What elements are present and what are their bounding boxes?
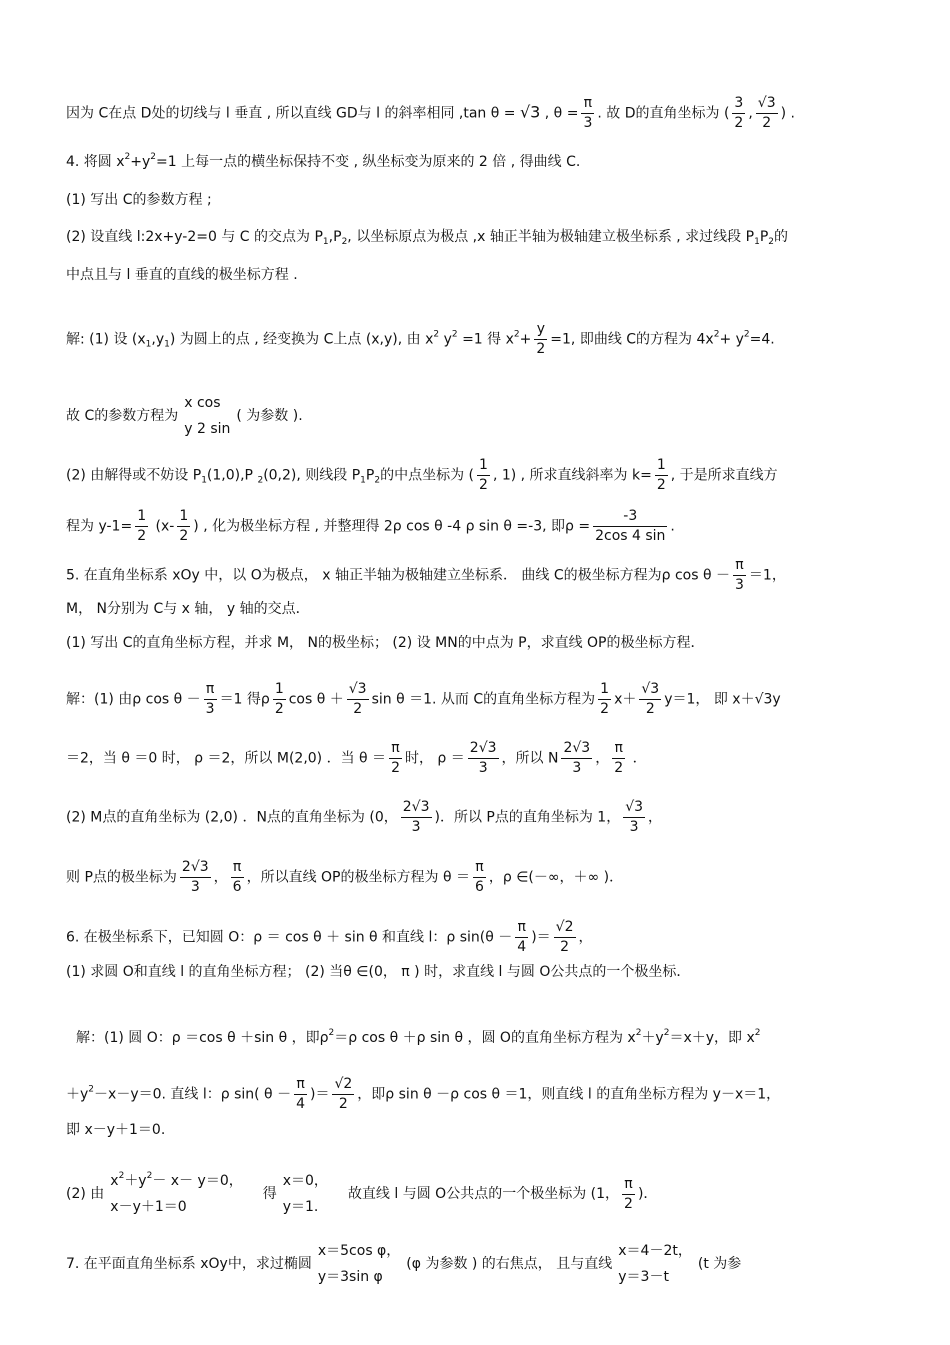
fraction: $\frac{1}{2}$ (179, 508, 189, 544)
fraction: $\frac{1}{2}$ (656, 457, 666, 493)
problem-5-statement-cont: M， N分别为 C与 x 轴， y 轴的交点． (66, 601, 310, 617)
line-system: x＝4－2t， y＝3－t (618, 1243, 692, 1285)
fraction: $\frac{√2}{2}$ (334, 1076, 353, 1112)
fraction: $\frac{\pi}{6}$ (474, 859, 484, 895)
fraction: $\frac{√2}{2}$ (555, 919, 574, 955)
fraction: $\frac{2√3}{3}$ (181, 859, 209, 895)
fraction: $\frac{√3}{2}$ (348, 681, 367, 717)
problem-5-statement: 5. 在直角坐标系 xOy 中，以 O为极点， x 轴正半轴为极轴建立坐标系． 曲线 C的极坐标方程为ρ cos θ － $\frac{\pi}{3}$ ＝1， (66, 557, 786, 593)
solution-6-part-2: (2) 由 $x^2+y^2- x- y=0$， x－y＋1＝0 得 x＝0， y＝1. 故直线 l 与圆 O公共点的一个极坐标为 (1， $\frac{\pi}{2}$ )． (66, 1168, 657, 1220)
fraction: $\frac{\pi}{6}$ (232, 859, 242, 895)
solution-4-part-2-cont: 程为 y-1= $\frac{1}{2}$ (x- $\frac{1}{2}$ ) , 化为极坐标方程 , 并整理得 2ρ cos θ -4 ρ sin θ =-3, 即ρ = $\frac{-3}{2\cos 4 \sin}$ . (66, 508, 675, 544)
solution-system: x＝0， y＝1. (282, 1173, 328, 1215)
ellipse-system: x＝5cos φ， y＝3sin φ (317, 1243, 401, 1285)
fraction: $\frac{\pi}{3}$ (205, 681, 215, 717)
problem-5-questions: (1) 写出 C的直角坐标方程，并求 M， N的极坐标； (2) 设 MN的中点为 P，求直线 OP的极坐标方程． (66, 635, 705, 651)
solution-4-part-1: 解: (1) 设 $(x_1,y_1)$ 为圆上的点 , 经变换为 C上点 (x,y), 由 $x^2$ $y^2 =1$ 得 $x^2+$ $\frac{y}{2}$ =1, 即曲线 C的方程为 $4x^2+ y^2=4$. (66, 321, 775, 357)
line-tangent-conclusion: 因为 C在点 D处的切线与 l 垂直 , 所以直线 GD与 l 的斜率相同 ,tan θ = √3 , θ = $\frac{\pi}{3}$ . 故 D的直角坐标为 ( $\frac{3}{2}$ , $\frac{√3}{2}$ ) . (66, 95, 795, 131)
solution-6-line-2: $+y^2-x-y=0$. 直线 l：ρ sin( θ － $\frac{\pi}{4}$ )＝ $\frac{√2}{2}$ ，即ρ sin θ －ρ cos θ ＝1，则直线 l 的直角坐标方程为 y－x＝1， (66, 1076, 781, 1112)
fraction: $\frac{y}{2}$ (536, 321, 546, 357)
fraction: $\frac{2√3}{3}$ (402, 799, 430, 835)
problem-4-question-2-cont: 中点且与 l 垂直的直线的极坐标方程 . (66, 267, 298, 283)
fraction: $\frac{\pi}{3}$ (735, 557, 744, 593)
solution-6-line-3: 即 x－y＋1＝0. (66, 1122, 166, 1138)
fraction: $\frac{√3}{2}$ (757, 95, 776, 131)
fraction: $\frac{\pi}{4}$ (517, 919, 527, 955)
sqrt3: √3 (519, 102, 541, 122)
problem-6-questions: (1) 求圆 O和直线 l 的直角坐标方程； (2) 当θ ∈(0， π ) 时，求直线 l 与圆 O公共点的一个极坐标． (66, 964, 691, 980)
problem-4-statement: 4. 将圆 $x^2+y^2=1$ 上每一点的横坐标保持不变 , 纵坐标变为原来的 2 倍 , 得曲线 C. (66, 152, 581, 170)
fraction: $\frac{√3}{3}$ (625, 799, 644, 835)
solution-4-param: 故 C的参数方程为 x cos y 2 sin ( 为参数 ). (66, 390, 303, 442)
solution-5-part-2-cont: 则 P点的极坐标为 $\frac{2√3}{3}$ ， $\frac{\pi}{6}$ ，所以直线 OP的极坐标方程为 θ ＝ $\frac{\pi}{6}$ ，ρ ∈(－∞，＋∞ )． (66, 859, 624, 895)
problem-6-statement: 6. 在极坐标系下，已知圆 O：ρ ＝ cos θ ＋ sin θ 和直线 l：ρ sin(θ － $\frac{\pi}{4}$ )＝ $\frac{√2}{2}$ ， (66, 919, 593, 955)
equation-system: $x^2+y^2- x- y=0$， x－y＋1＝0 (110, 1171, 243, 1215)
fraction: $\frac{1}{2}$ (600, 681, 610, 717)
fraction: $\frac{\pi}{2}$ (624, 1175, 633, 1212)
fraction: $\frac{\pi}{2}$ (614, 740, 624, 776)
solution-5-line-2: ＝2，当 θ ＝0 时， ρ ＝2，所以 M(2,0) ．当 θ ＝ $\frac{\pi}{2}$ 时， ρ ＝ $\frac{2√3}{3}$ ，所以 N $\frac{2√3}{3}$ ， $\frac{\pi}{2}$ ． (66, 740, 647, 776)
fraction: $\frac{2√3}{3}$ (563, 740, 591, 776)
fraction: $\frac{3}{2}$ (734, 95, 744, 131)
problem-7-statement: 7. 在平面直角坐标系 xOy中，求过椭圆 x＝5cos φ， y＝3sin φ (φ 为参数 ) 的右焦点， 且与直线 x＝4－2t， y＝3－t (t 为参 (66, 1238, 741, 1290)
solution-6-line-1: 解：(1) 圆 O：ρ ＝cos θ ＋sin θ ，即$\rho^2=\rho$ cos θ ＋ρ sin θ ，圆 O的直角坐标方程为 $x^2+y^2=x+y$，即 $x^2$ (76, 1028, 761, 1046)
problem-4-question-1: (1) 写出 C的参数方程 ; (66, 192, 212, 208)
fraction: $\frac{1}{2}$ (137, 508, 147, 544)
fraction: $\frac{2√3}{3}$ (469, 740, 497, 776)
fraction: $\frac{1}{2}$ (479, 457, 488, 493)
param-system: x cos y 2 sin (184, 395, 231, 437)
fraction: $\frac{1}{2}$ (274, 681, 284, 717)
fraction: $\frac{\pi}{2}$ (391, 740, 400, 776)
fraction: $\frac{\pi}{4}$ (296, 1076, 305, 1112)
solution-4-part-2: (2) 由解得或不妨设 $P_1(1,0),P$ $_2$(0,2), 则线段 $P_1P_2$的中点坐标为 ( $\frac{1}{2}$ , 1) , 所求直线斜率为 k= $\frac{1}{2}$ , 于是所求直线方 (66, 457, 778, 493)
fraction: $\frac{√3}{2}$ (641, 681, 660, 717)
fraction: $\frac{-3}{2\cos 4 \sin}$ (595, 508, 666, 544)
fraction: $\frac{\pi}{3}$ (583, 95, 593, 131)
solution-5-part-2: (2) M点的直角坐标为 (2,0) ．N点的直角坐标为 (0， $\frac{2√3}{3}$ )．所以 P点的直角坐标为 1， $\frac{√3}{3}$ ， (66, 799, 663, 835)
solution-5-line-1: 解：(1) 由ρ cos θ － $\frac{\pi}{3}$ ＝1 得ρ $\frac{1}{2}$ cos θ ＋ $\frac{√3}{2}$ sin θ ＝1. 从而 C的直角坐标方程为 $\frac{1}{2}$ x＋ $\frac{√3}{2}$ y＝1， 即 x＋√3y (66, 681, 781, 717)
problem-4-question-2: (2) 设直线 l:2x+y-2=0 与 C 的交点为 $P_1,P_2$, 以坐标原点为极点 ,x 轴正半轴为极轴建立极坐标系 , 求过线段 $P_1P_2$的 (66, 229, 788, 247)
